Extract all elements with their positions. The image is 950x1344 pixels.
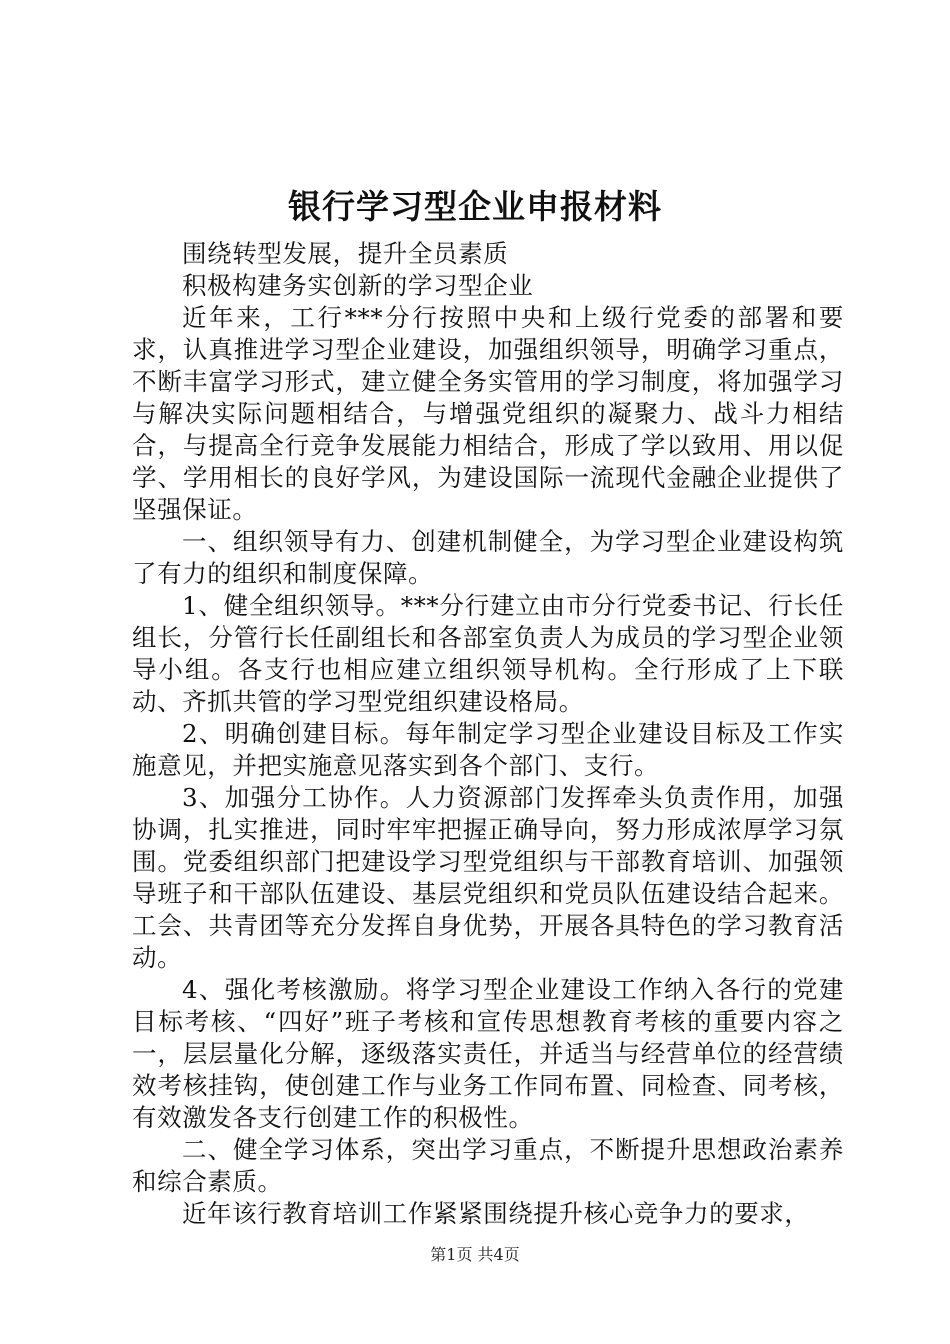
body-paragraph: 1、健全组织领导。***分行建立由市分行党委书记、行长任组长，分管行长任副组长和各部室负责人为成员的学习型企业领导小组。各支行也相应建立组织领导机构。全行形成了上下联动、齐抓共管的学习型党组织建设格局。 [132,591,844,716]
subtitle-line-2: 积极构建务实创新的学习型企业 [182,271,534,300]
section-heading-2: 二、健全学习体系，突出学习重点，不断提升思想政治素养和综合素质。 [132,1135,844,1196]
body-paragraph: 3、加强分工协作。人力资源部门发挥牵头负责作用，加强协调，扎实推进，同时牢牢把握正确导向，努力形成浓厚学习氛围。党委组织部门把建设学习型党组织与干部教育培训、加强领导班子和干部队伍建设、基层党组织和党员队伍建设结合起来。工会、共青团等充分发挥自身优势，开展各具特色的学习教育活动。 [132,783,844,972]
document-body [132,238,844,1230]
subtitle-line-1: 围绕转型发展，提升全员素质 [182,239,509,268]
section-heading-1: 一、组织领导有力、创建机制健全，为学习型企业建设构筑了有力的组织和制度保障。 [132,527,844,588]
body-paragraph: 2、明确创建目标。每年制定学习型企业建设目标及工作实施意见，并把实施意见落实到各个部门、支行。 [132,719,844,780]
body-paragraph: 4、强化考核激励。将学习型企业建设工作纳入各行的党建目标考核、“四好”班子考核和宣传思想教育考核的重要内容之一，层层量化分解，逐级落实责任，并适当与经营单位的经营绩效考核挂钩，使创建工作与业务工作同布置、同检查、同考核，有效激发各支行创建工作的积极性。 [132,975,844,1132]
page-indicator: 第1页 共4页 [430,1245,520,1264]
body-paragraph: 近年该行教育培训工作紧紧围绕提升核心竞争力的要求， [182,1199,810,1228]
document-title: 银行学习型企业申报材料 [288,187,662,226]
body-paragraph: 近年来，工行***分行按照中央和上级行党委的部署和要求，认真推进学习型企业建设，加强组织领导，明确学习重点，不断丰富学习形式，建立健全务实管用的学习制度，将加强学习与解决实际问题相结合，与增强党组织的凝聚力、战斗力相结合，与提高全行竞争发展能力相结合，形成了学以致用、用以促学、学用相长的良好学风，为建设国际一流现代金融企业提供了坚强保证。 [132,303,844,524]
